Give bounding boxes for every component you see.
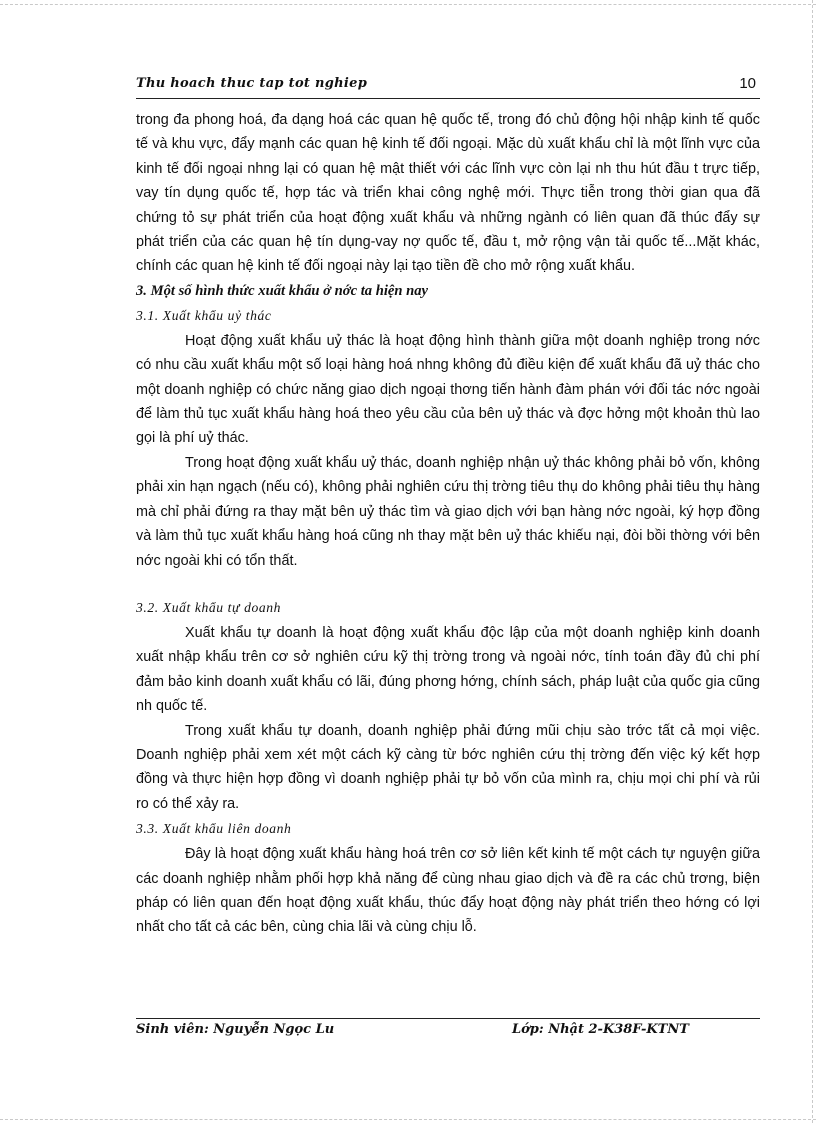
subsection-heading-3-2: 3.2. Xuất khẩu tự doanh [136,599,282,615]
page-header [136,72,760,99]
spacer [136,573,760,595]
paragraph-3-1-b: Trong hoạt động xuất khẩu uỷ thác, doanh nghiệp nhận uỷ thác không phải bỏ vốn, không phải xin hạn ngạch (nếu có), không phải nghiên cứu thị trờng tiêu thụ do không phải tiêu thụ hàng mà chỉ phải đứng ra thay mặt bên uỷ thác tìm và giao dịch với bạn hàng nớc ngoài, ký hợp đồng và làm thủ tục xuất khẩu hàng hoá cũng nh thay mặt bên uỷ thác khiếu nại, đòi bồi thờng với bên nớc ngoài khi có tổn thất. [136,454,760,569]
page-border-right [812,0,813,1123]
document-body [136,108,760,940]
page-border-top [0,4,816,5]
paragraph-continuation: trong đa phong hoá, đa dạng hoá các quan hệ quốc tế, trong đó chủ động hội nhập kinh tế quốc tế và khu vực, đẩy mạnh các quan hệ kinh tế đối ngoại. Mặc dù xuất khẩu chỉ là một lĩnh vực của kinh tế đối ngoại nhng lại có quan hệ mật thiết với các lĩnh vực còn lại nh thu hút đầu t trực tiếp, vay tín dụng quốc tế, hợp tác và triển khai công nghệ mới. Thực tiễn trong thời gian qua đã chứng tỏ sự phát triển của hoạt động xuất khẩu và những ngành có liên quan đã thúc đẩy sự phát triển của các quan hệ tín dụng-vay nợ quốc tế, đầu t, mở rộng vận tải quốc tế...Mặt khác, chính các quan hệ kinh tế đối ngoại này lại tạo tiền đề cho mở rộng xuất khẩu. [136,112,760,275]
footer-student-name: Sinh viên: Nguyễn Ngọc Lu [136,1022,335,1037]
subsection-heading-3-3: 3.3. Xuất khẩu liên doanh [136,821,292,837]
page-footer [136,1018,760,1041]
paragraph-3-2-b: Trong xuất khẩu tự doanh, doanh nghiệp phải đứng mũi chịu sào trớc tất cả mọi việc. Doanh nghiệp phải xem xét một cách kỹ càng từ bớc nghiên cứu thị trờng đến việc ký kết hợp đồng và thực hiện hợp đồng vì doanh nghiệp phải tự bỏ vốn của mình ra, chịu mọi chi phí và rủi ro có thể xảy ra. [136,722,760,812]
page-number: 10 [739,75,756,92]
paragraph-3-2-a: Xuất khẩu tự doanh là hoạt động xuất khẩu độc lập của một doanh nghiệp kinh doanh xuất nhập khẩu trên cơ sở nghiên cứu kỹ thị trờng trong và ngoài nớc, tính toán đầy đủ chi phí đảm bảo kinh doanh xuất khẩu có lãi, đúng phơng hớng, chính sách, pháp luật của quốc gia cũng nh quốc tế. [136,624,760,715]
section-heading-3: 3. Một số hình thức xuất khẩu ở nớc ta hiện nay [136,282,429,299]
subsection-heading-3-1: 3.1. Xuất khẩu uỷ thác [136,307,272,323]
header-title: Thu hoach thuc tap tot nghiep [136,76,368,91]
page-border-bottom [0,1119,816,1120]
paragraph-3-1-a: Hoạt động xuất khẩu uỷ thác là hoạt động hình thành giữa một doanh nghiệp trong nớc có nhu cầu xuất khẩu một số loại hàng hoá nhng không đủ điều kiện để xuất khẩu đã uỷ thác cho một doanh nghiệp có chức năng giao dịch ngoại thơng tiến hành đàm phán với đối tác nớc ngoài để làm thủ tục xuất khẩu hàng hoá theo yêu cầu của bên uỷ thác và đợc hởng một khoản thù lao gọi là phí uỷ thác. [136,332,760,447]
footer-class: Lớp: Nhật 2-K38F-KTNT [512,1022,689,1037]
paragraph-3-3: Đây là hoạt động xuất khẩu hàng hoá trên cơ sở liên kết kinh tế một cách tự nguyện giữa các doanh nghiệp nhằm phối hợp khả năng để cùng nhau giao dịch và đề ra các chủ trơng, biện pháp có liên quan đến hoạt động xuất khẩu, thúc đẩy hoạt động này phát triển theo hớng có lợi nhất cho tất cả các bên, cùng chia lãi và cùng chịu lỗ. [136,846,760,936]
